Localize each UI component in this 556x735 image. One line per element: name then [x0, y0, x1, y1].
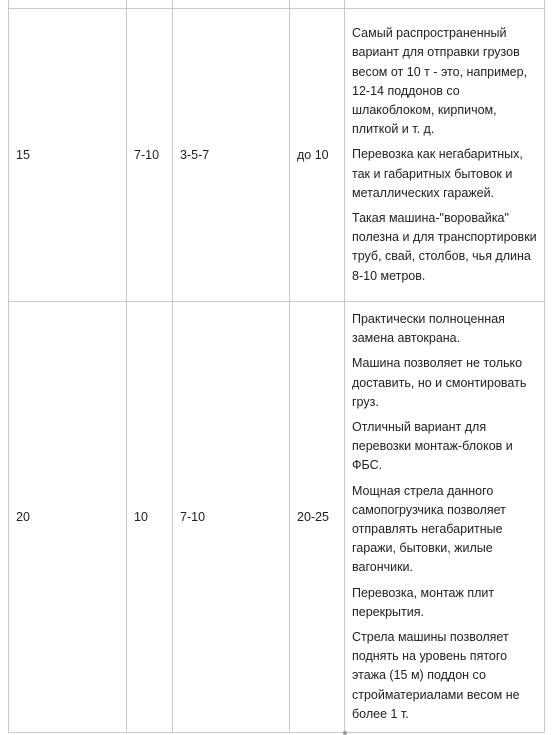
table-cell: [127, 0, 173, 9]
lifting-capacity-cell: 20: [9, 302, 127, 733]
table-row: [9, 9, 545, 302]
table-cell: [345, 0, 545, 9]
description-paragraph: Перевозка, монтаж плит перекрытия.: [352, 585, 495, 619]
scroll-marker-dot: [343, 731, 347, 735]
description-paragraph: Отличный вариант для перевозки монтаж-блоков и ФБС.: [352, 419, 513, 473]
description-paragraph: Мощная стрела данного самопогрузчика позволяет отправлять негабаритные гаражи, бытовки, жилые вагончики.: [352, 483, 506, 575]
description-cell: [345, 302, 545, 733]
table-cell: 3-5-7: [173, 9, 290, 302]
table-row: [9, 302, 545, 733]
lifting-capacity-cell: 15: [9, 9, 127, 302]
spec-table-container: [8, 0, 544, 733]
description-paragraph: Самый распространенный вариант для отправки грузов весом от 10 т - это, например, 12-14 поддонов со шлакоблоком, кирпичом, плиткой и т. д.: [352, 26, 528, 137]
table-cell: 10: [127, 302, 173, 733]
table-cell: 7-10: [127, 9, 173, 302]
spec-table: [8, 0, 545, 733]
description-paragraph: Такая машина-"воровайка" полезна и для транспортировки труб, свай, столбов, чья длина 8-10 метров.: [352, 211, 537, 283]
table-row-previous-tail: [9, 0, 545, 9]
description-paragraph: Машина позволяет не только доставить, но и смонтировать груз.: [352, 356, 527, 409]
description-paragraph: Практически полноценная замена автокрана.: [352, 311, 505, 346]
table-cell: до 10: [290, 9, 345, 302]
table-cell: [9, 0, 127, 9]
table-cell: 7-10: [173, 302, 290, 733]
description-paragraph: Стрела машины позволяет поднять на уровень пятого этажа (15 м) поддон со стройматериалами весом не более 1 т.: [352, 630, 520, 721]
table-cell: 20-25: [290, 302, 345, 733]
description-paragraph: Перевозка как негабаритных, так и габаритных бытовок и металлических гаражей.: [352, 147, 523, 200]
table-cell: [290, 0, 345, 9]
description-cell: [345, 9, 545, 302]
table-cell: [173, 0, 290, 9]
